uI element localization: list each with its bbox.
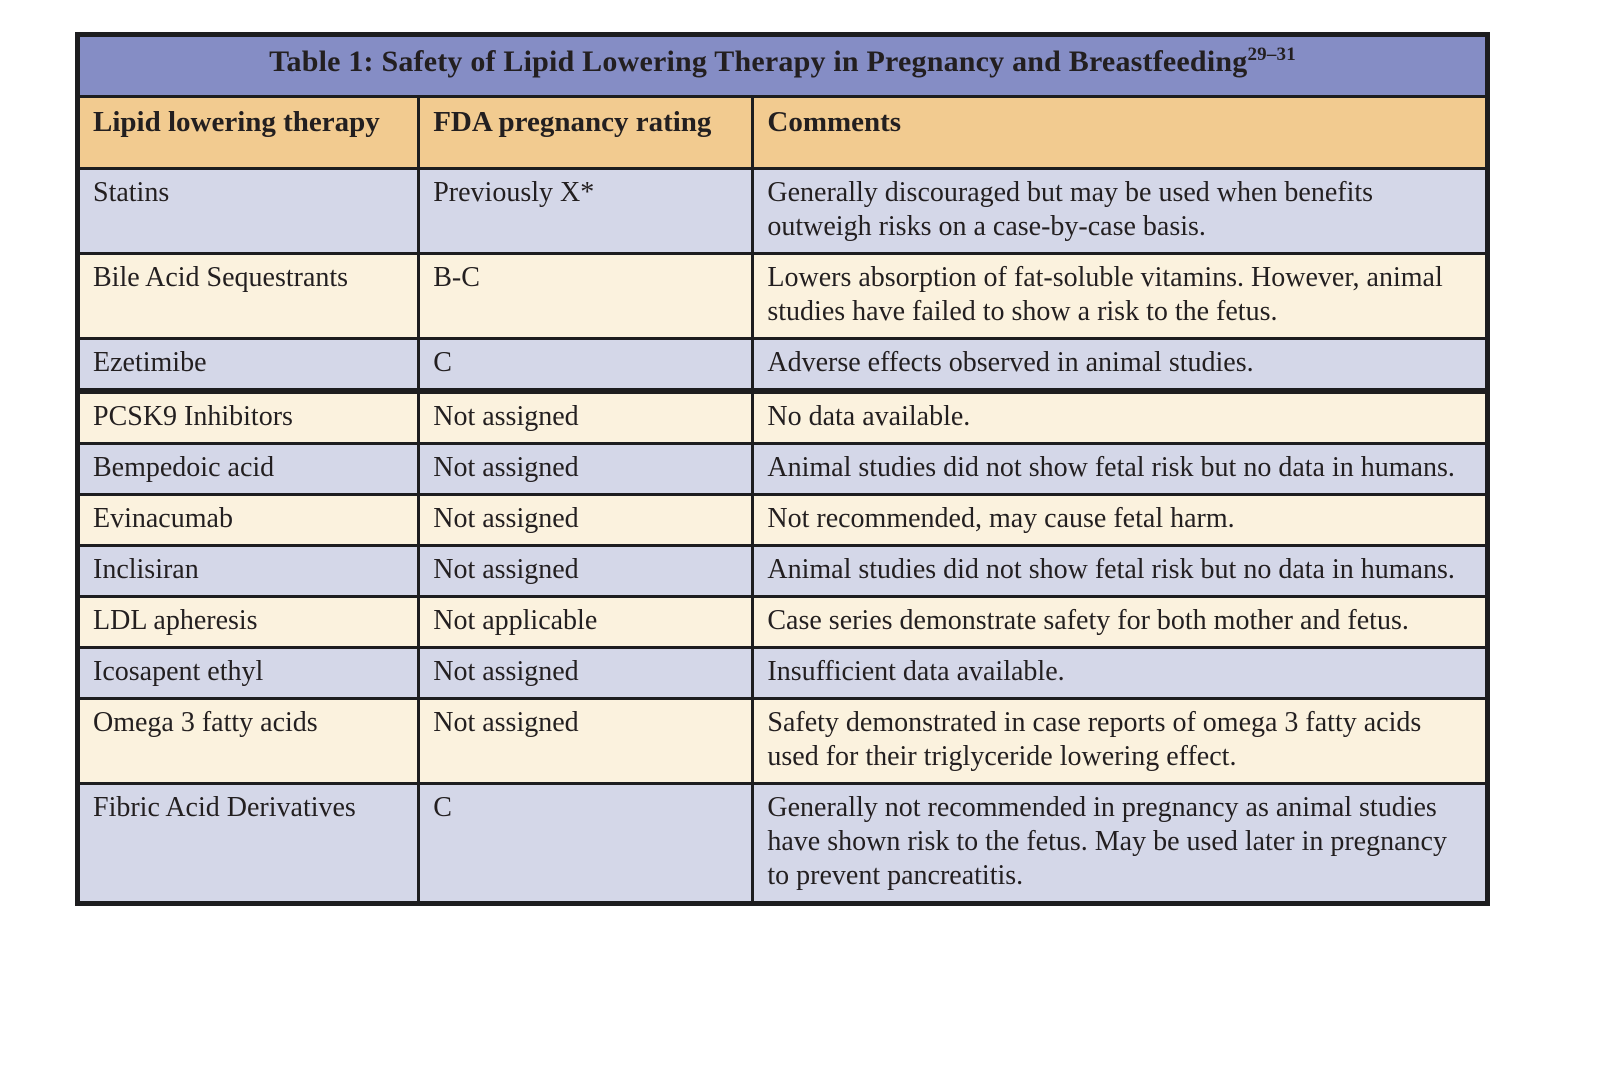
therapy-cell: Omega 3 fatty acids <box>78 699 419 784</box>
rating-cell: Not assigned <box>419 648 753 699</box>
comments-cell: Not recommended, may cause fetal harm. <box>753 495 1488 546</box>
therapy-cell: PCSK9 Inhibitors <box>78 391 419 444</box>
rating-cell: Not applicable <box>419 597 753 648</box>
comments-cell: No data available. <box>753 391 1488 444</box>
table-row <box>78 444 1488 495</box>
table-row <box>78 784 1488 904</box>
rating-cell: B-C <box>419 254 753 339</box>
table-row <box>78 391 1488 444</box>
therapy-cell: Ezetimibe <box>78 339 419 392</box>
therapy-cell: Icosapent ethyl <box>78 648 419 699</box>
column-header-fda-rating: FDA pregnancy rating <box>419 97 753 169</box>
column-header-therapy: Lipid lowering therapy <box>78 97 419 169</box>
therapy-cell: Bempedoic acid <box>78 444 419 495</box>
comments-cell: Generally discouraged but may be used when benefits outweigh risks on a case-by-case basis. <box>753 169 1488 254</box>
rating-cell: Not assigned <box>419 699 753 784</box>
lipid-therapy-safety-table <box>75 32 1490 906</box>
table-title <box>78 35 1488 97</box>
table-row <box>78 546 1488 597</box>
therapy-cell: Bile Acid Sequestrants <box>78 254 419 339</box>
rating-cell: Not assigned <box>419 391 753 444</box>
rating-cell: Not assigned <box>419 495 753 546</box>
comments-cell: Insufficient data available. <box>753 648 1488 699</box>
therapy-cell: Statins <box>78 169 419 254</box>
column-header-comments: Comments <box>753 97 1488 169</box>
comments-cell: Lowers absorption of fat-soluble vitamins. However, animal studies have failed to show a risk to the fetus. <box>753 254 1488 339</box>
comments-cell: Generally not recommended in pregnancy as animal studies have shown risk to the fetus. May be used later in pregnancy to prevent pancreatitis. <box>753 784 1488 904</box>
table-title-citation: 29–31 <box>1247 44 1296 65</box>
comments-cell: Animal studies did not show fetal risk but no data in humans. <box>753 546 1488 597</box>
table-body <box>78 169 1488 904</box>
table-row <box>78 339 1488 392</box>
comments-cell: Animal studies did not show fetal risk but no data in humans. <box>753 444 1488 495</box>
rating-cell: C <box>419 784 753 904</box>
table-row <box>78 495 1488 546</box>
table-title-text: Table 1: Safety of Lipid Lowering Therapy in Pregnancy and Breastfeeding <box>269 45 1248 78</box>
table-row <box>78 254 1488 339</box>
rating-cell: C <box>419 339 753 392</box>
table-row <box>78 169 1488 254</box>
comments-cell: Adverse effects observed in animal studies. <box>753 339 1488 392</box>
therapy-cell: Fibric Acid Derivatives <box>78 784 419 904</box>
table-row <box>78 597 1488 648</box>
table-row <box>78 699 1488 784</box>
rating-cell: Previously X* <box>419 169 753 254</box>
table-row <box>78 648 1488 699</box>
therapy-cell: LDL apheresis <box>78 597 419 648</box>
comments-cell: Safety demonstrated in case reports of omega 3 fatty acids used for their triglyceride lowering effect. <box>753 699 1488 784</box>
title-row <box>78 35 1488 97</box>
rating-cell: Not assigned <box>419 444 753 495</box>
therapy-cell: Inclisiran <box>78 546 419 597</box>
rating-cell: Not assigned <box>419 546 753 597</box>
therapy-cell: Evinacumab <box>78 495 419 546</box>
column-header-row <box>78 97 1488 169</box>
comments-cell: Case series demonstrate safety for both mother and fetus. <box>753 597 1488 648</box>
